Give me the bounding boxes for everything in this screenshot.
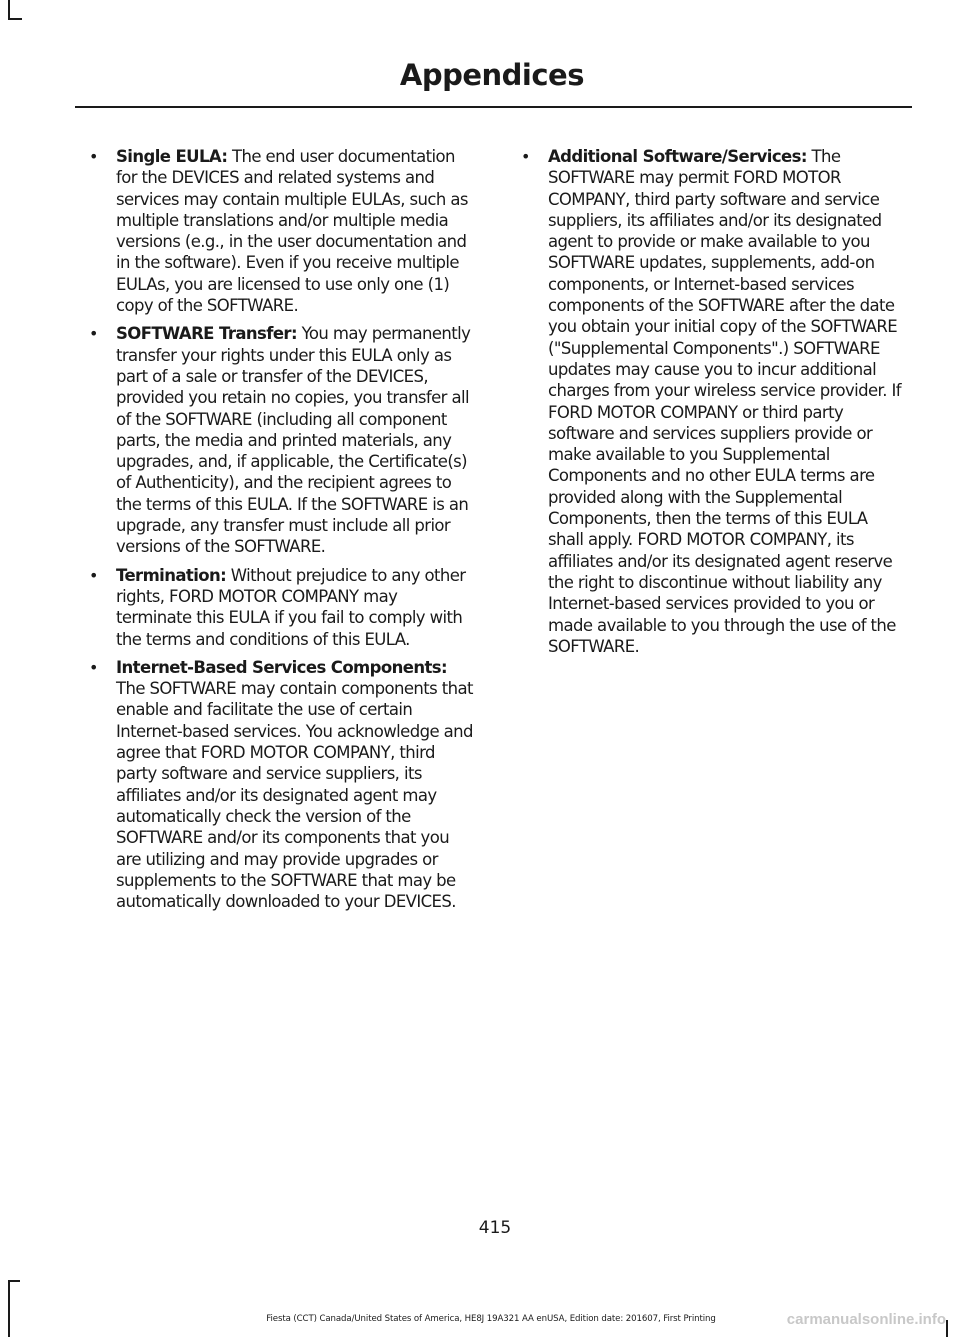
list-item-body: The end user documentation for the DEVICES and related systems and services may contain multiple EULAs, such as multiple translations and/or multiple media versions (e.g., in the user documentation and in the software). Even if you receive multiple EULAs, you are licensed to use only one (1) copy of the SOFTWARE. xyxy=(116,147,468,316)
list-item-heading: Single EULA: xyxy=(116,147,228,166)
bullet-icon: • xyxy=(89,657,99,677)
list-item-body: The SOFTWARE may permit FORD MOTOR COMPANY, third party software and service suppliers, its affiliates and/or its designated agent to provide or make available to you SOFTWARE updates, supplements, add-on components, or Internet-based services components of the SOFTWARE after the date you obtain your initial copy of the SOFTWARE ("Supplemental Components".) SOFTWARE updates may cause you to incur additional charges from your wireless service provider. If FORD MOTOR COMPANY or third party software and services suppliers provide or make available to you Supplemental Components and no other EULA terms are provided along with the Supplemental Components, then the terms of this EULA shall apply. FORD MOTOR COMPANY, its affiliates and/or its designated agent reserve the right to discontinue without liability any Internet-based services provided to you or made available to you through the use of the SOFTWARE. xyxy=(548,147,901,656)
bullet-icon: • xyxy=(89,147,99,166)
bullet-icon: • xyxy=(521,147,531,166)
list-item-heading: Internet-Based Services Components: xyxy=(116,657,447,677)
page-title: Appendices xyxy=(399,58,584,92)
list-item-body: Without prejudice to any other rights, FORD MOTOR COMPANY may terminate this EULA if you fail to comply with the terms and conditions of this EULA. xyxy=(116,565,466,649)
list-item-body: You may permanently transfer your rights under this EULA only as part of a sale or transfer of the DEVICES, provided you retain no copies, you transfer all of the SOFTWARE (including all component parts, the media and printed materials, any upgrades, and, if applicable, the Certificate(s) of Authenticity), and the recipient agrees to the terms of this EULA. If the SOFTWARE is an upgrade, any transfer must include all prior versions of the SOFTWARE. xyxy=(116,324,471,557)
list-item xyxy=(89,323,474,557)
list-item-body: The SOFTWARE may contain components that enable and facilitate the use of certain Internet-based services. You acknowledge and agree that FORD MOTOR COMPANY, third party software and service suppliers, its affiliates and/or its designated agent may automatically check the version of the SOFTWARE and/or its components that you are utilizing and may provide upgrades or supplements to the SOFTWARE that may be automatically downloaded to your DEVICES. xyxy=(116,679,473,912)
bullet-icon: • xyxy=(89,324,99,344)
footer-text: Fiesta (CCT) Canada/United States of America, HE8J 19A321 AA enUSA, Edition date: 201607, First Printing xyxy=(266,1314,716,1324)
right-column xyxy=(521,146,906,664)
page-number: 415 xyxy=(478,1218,512,1238)
list-item-heading: SOFTWARE Transfer: xyxy=(116,324,297,344)
watermark: carmanualsonline.info xyxy=(786,1311,946,1328)
list-item xyxy=(89,657,474,913)
crop-mark-bottom-left-v xyxy=(8,1280,10,1337)
list-item xyxy=(521,146,906,657)
crop-mark-top-left-v xyxy=(8,0,10,20)
list-item xyxy=(89,146,474,316)
crop-mark-bottom-left-h xyxy=(8,1280,20,1282)
list-item-heading: Termination: xyxy=(116,565,227,585)
bullet-icon: • xyxy=(89,565,99,585)
crop-mark-top-left-h xyxy=(8,18,22,20)
list-item xyxy=(89,565,474,650)
left-column xyxy=(89,146,474,919)
header-divider xyxy=(75,106,912,108)
list-item-heading: Additional Software/Services: xyxy=(548,147,807,166)
